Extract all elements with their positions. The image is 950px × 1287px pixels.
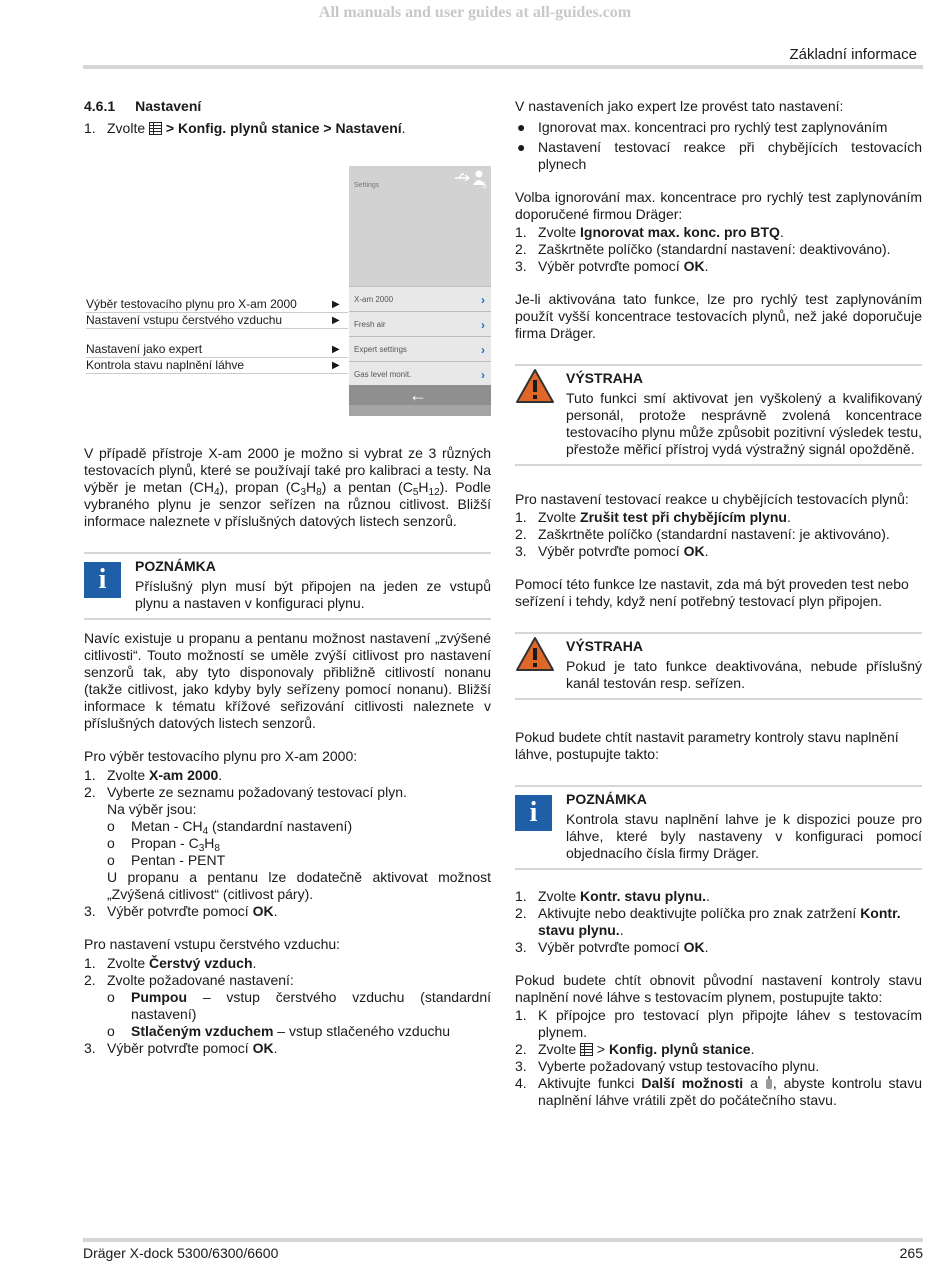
list-level: [515, 888, 922, 956]
paragraph-xam-intro: Pro výběr testovacího plynu pro X-am 2000:: [84, 748, 358, 764]
list-reset: [515, 1007, 922, 1109]
list-item: 3. Výběr potvrďte pomocí OK.: [515, 939, 709, 955]
option: o Pumpou – vstup čerstvého vzduchu (standardní nastavení): [107, 989, 491, 1022]
note-text: Příslušný plyn musí být připojen na jeden ze vstupů plynu a nastaven v konfiguraci plynu.: [135, 578, 491, 611]
callout-gas-level: [86, 358, 348, 372]
list-item: 3. Výběr potvrďte pomocí OK.: [515, 543, 709, 559]
menu-item-label: X-am 2000: [354, 295, 394, 304]
callout-fresh-air: [86, 313, 348, 327]
screen-title: Settings: [354, 182, 380, 189]
note-box-2: [515, 787, 922, 868]
screen-bottom-bar: [349, 405, 491, 416]
paragraph-expert-intro: V nastaveních jako expert lze provést tato nastavení:: [515, 98, 844, 114]
callout-label: Nastavení jako expert: [86, 342, 203, 356]
note2-rule-bottom: [515, 868, 922, 870]
gas-option: o Propan - $C_3H_8$: [107, 835, 220, 854]
watermark: All manuals and user guides at all-guides.com: [318, 4, 632, 21]
list-item: 2. Aktivujte nebo deaktivujte políčka pro znak zatržení Kontr. stavu plynu..: [515, 905, 901, 938]
usb-user-icons: [453, 169, 489, 189]
bullet-item: ● Ignorovat max. koncentraci pro rychlý test zaplynováním: [517, 119, 888, 135]
step-text: .: [401, 120, 406, 136]
header-rule: [83, 65, 923, 69]
note-text: Kontrola stavu naplnění lahve je k dispozici pouze pro láhve, které byly nastaveny v konfiguraci pomocí objednacího čísla firmy Dräger.: [566, 811, 922, 861]
step-text: Zvolte: [107, 120, 150, 136]
expert-options: [515, 119, 922, 173]
note-title: POZNÁMKA: [135, 558, 216, 574]
list-item: 3. Výběr potvrďte pomocí OK.: [84, 903, 278, 919]
note-rule-bottom: [84, 618, 491, 620]
option: o Stlačeným vzduchem – vstup stlačeného vzduchu: [107, 1023, 451, 1039]
arrow-right-icon: ▶: [332, 315, 340, 326]
warning-text: Pokud je tato funkce deaktivována, nebude příslušný kanál testován resp. seřízen.: [566, 658, 922, 691]
left-column: [84, 98, 491, 137]
warning2-rule-bottom: [515, 698, 922, 700]
list-item: [84, 120, 491, 137]
left-column-body: [84, 445, 491, 1057]
list-item: 3. Vyberte požadovaný vstup testovacího plynu.: [515, 1058, 820, 1074]
cylinder-icon: [765, 1076, 773, 1089]
list-item: 2. Zvolte požadované nastavení: o Pumpou – vstup čerstvého vzduchu (standardní nastavení) o Stlačeným vzduchem – vstup stlačeného vzduchu: [84, 972, 491, 1039]
warning-box-2: [515, 634, 922, 698]
menu-icon: [580, 1043, 593, 1056]
warning-box: [515, 366, 922, 464]
info-icon: i: [515, 795, 552, 831]
callout-line: [86, 328, 348, 329]
callout-expert: [86, 342, 348, 356]
menu-item-label: Fresh air: [354, 320, 386, 329]
footer-product: Dräger X-dock 5300/6300/6600: [83, 1245, 279, 1261]
callout-label: Nastavení vstupu čerstvého vzduchu: [86, 313, 283, 327]
list-item: 1. K přípojce pro testovací plyn připojte láhev s testovacím plynem.: [515, 1007, 922, 1040]
callout-line: [86, 373, 348, 374]
callout-label: Výběr testovacího plynu pro X-am 2000: [86, 297, 297, 311]
paragraph-missing-gas-intro: Pro nastavení testovací reakce u chybějících testovacích plynů:: [515, 491, 909, 507]
list-item: 1. Zvolte Zrušit test při chybějícím plynu.: [515, 509, 791, 525]
screen-menu-item-fresh-air[interactable]: [349, 311, 491, 336]
callout-xam: [86, 297, 348, 311]
usb-icon: [455, 174, 469, 181]
list-item: 4. Aktivujte funkci Další možnosti a , abyste kontrolu stavu naplnění láhve vrátili zpět do počátečního stavu.: [515, 1075, 922, 1108]
arrow-right-icon: ▶: [332, 299, 340, 310]
gas-option: o Metan - $CH_4$ (standardní nastavení): [107, 818, 353, 837]
right-column: [515, 98, 922, 1109]
list-item: 1. Zvolte Čerstvý vzduch.: [84, 955, 257, 971]
list-missing-gas: [515, 509, 922, 560]
list-item: 2. Vyberte ze seznamu požadovaný testovací plyn. Na výběr jsou: o Metan - $CH_4$ (standardní nastavení) o Propan - $C_3H_8$ o Pentan - PENT U propanu a pentanu lze dodatečně aktivovat možnost „Zvýšená citlivost“ (citlivost páry).: [84, 784, 491, 902]
paragraph-btq-info: Je-li aktivována tato funkce, lze pro rychlý test zaplynováním použít vyšší koncentrace testovacích plynů, než jaké doporučuje firma Dräger.: [515, 291, 922, 341]
chevron-right-icon: ›: [481, 318, 485, 332]
paragraph-fresh-air-intro: Pro nastavení vstupu čerstvého vzduchu:: [84, 936, 341, 952]
screen-menu-item-gas-level[interactable]: [349, 361, 491, 386]
user-badge: 5: [482, 181, 487, 189]
gas-option: o Pentan - PENT: [107, 852, 226, 868]
section-title: Nastavení: [135, 98, 202, 114]
warning-icon: [515, 368, 555, 404]
list-item: 2. Zvolte > Konfig. plynů stanice.: [515, 1041, 755, 1057]
list-item: 1. Zvolte X-am 2000.: [84, 767, 223, 783]
back-button[interactable]: [349, 385, 491, 405]
step-list-intro: [84, 120, 491, 137]
paragraph-level-intro: Pokud budete chtít nastavit parametry kontroly stavu naplnění láhve, postupujte takto:: [515, 729, 899, 762]
note-box: [84, 554, 491, 618]
screen-menu: [349, 286, 491, 386]
paragraph-missing-gas-info: Pomocí této funkce lze nastavit, zda má být proveden test nebo seřízení i tehdy, když není potřebný testovací plyn připojen.: [515, 576, 909, 609]
list-item: 3. Výběr potvrďte pomocí OK.: [515, 258, 709, 274]
list-item: 2. Zaškrtněte políčko (standardní nastavení: deaktivováno).: [515, 241, 891, 257]
list-fresh-air: [84, 955, 491, 1057]
chevron-right-icon: ›: [481, 293, 485, 307]
arrow-right-icon: ▶: [332, 360, 340, 371]
fresh-air-options: [107, 989, 491, 1040]
page-number: 265: [899, 1245, 923, 1261]
back-arrow-icon: ←: [409, 385, 427, 405]
bullet-item: ● Nastavení testovací reakce při chybějících testovacích plynech: [517, 139, 922, 172]
callout-label: Kontrola stavu naplnění láhve: [86, 358, 245, 372]
paragraph-reset-intro: Pokud budete chtít obnovit původní nastavení kontroly stavu naplnění nové láhve s testovacím plynem, postupujte takto:: [515, 972, 922, 1005]
section-number: 4.6.1: [84, 98, 116, 114]
menu-icon: [149, 122, 162, 135]
screen-menu-item-xam[interactable]: [349, 286, 491, 311]
paragraph-sensitivity: Navíc existuje u propanu a pentanu možnost nastavení „zvýšené citlivosti“. Touto možností se uměle zvýší citlivost pro nastavení senzorů tak, aby tyto disponovaly přibližně citlivostí nonanu (takže citlivost, jako kdyby byly seřízeny pomocí nonanu). Bližší informace k tématu křížové seřizování citlivosti naleznete v příslušných datových listech senzorů.: [84, 630, 491, 731]
list-item: 2. Zaškrtněte políčko (standardní nastavení: je aktivováno).: [515, 526, 890, 542]
arrow-right-icon: ▶: [332, 344, 340, 355]
list-item: 1. Zvolte Ignorovat max. konc. pro BTQ.: [515, 224, 784, 240]
info-icon: i: [84, 562, 121, 598]
list-item: 3. Výběr potvrďte pomocí OK.: [84, 1040, 278, 1056]
section-heading: [84, 98, 491, 115]
warning-text: Tuto funkci smí aktivovat jen vyškolený a kvalifikovaný personál, protože nesprávně zvolená koncentrace testovacího plynu může způsobit pozitivní výsledek testu, přestože měřicí přístroj vydá výstražný signál opožděně.: [566, 390, 922, 457]
menu-path: > Konfig. plynů stanice > Nastavení: [162, 120, 402, 136]
chevron-right-icon: ›: [481, 368, 485, 382]
paragraph-btq-intro: Volba ignorování max. koncentrace pro rychlý test zaplynováním doporučené firmou Dräger:: [515, 189, 922, 222]
gas-options: [107, 818, 491, 869]
list-number: 1.: [84, 120, 96, 136]
note-title: POZNÁMKA: [566, 791, 647, 807]
device-screen: [349, 166, 491, 416]
menu-item-label: Expert settings: [354, 345, 407, 354]
chevron-right-icon: ›: [481, 343, 485, 357]
warning-icon: [515, 636, 555, 672]
screen-menu-item-expert[interactable]: [349, 336, 491, 361]
warning-rule-bottom: [515, 464, 922, 466]
list-btq: [515, 224, 922, 275]
menu-item-label: Gas level monit.: [354, 370, 412, 379]
footer-rule: [83, 1238, 923, 1242]
paragraph-gas-choice: V případě přístroje X-am 2000 je možno si vybrat ze 3 různých testovacích plynů, které se používají také pro kalibraci a testy. Na výběr je metan $(CH_4)$, propan $(C_3H_8)$ a pentan $(C_5H_{12})$. Podle vybraného plynu je senzor seřízen na různou citlivost. Bližší informace naleznete v příslušných datových listech senzorů.: [84, 445, 492, 529]
list-xam: [84, 767, 491, 920]
warning-title: VÝSTRAHA: [566, 638, 644, 654]
header-title: Základní informace: [789, 46, 917, 63]
list-item: 1. Zvolte Kontr. stavu plynu..: [515, 888, 710, 904]
warning-title: VÝSTRAHA: [566, 370, 644, 386]
